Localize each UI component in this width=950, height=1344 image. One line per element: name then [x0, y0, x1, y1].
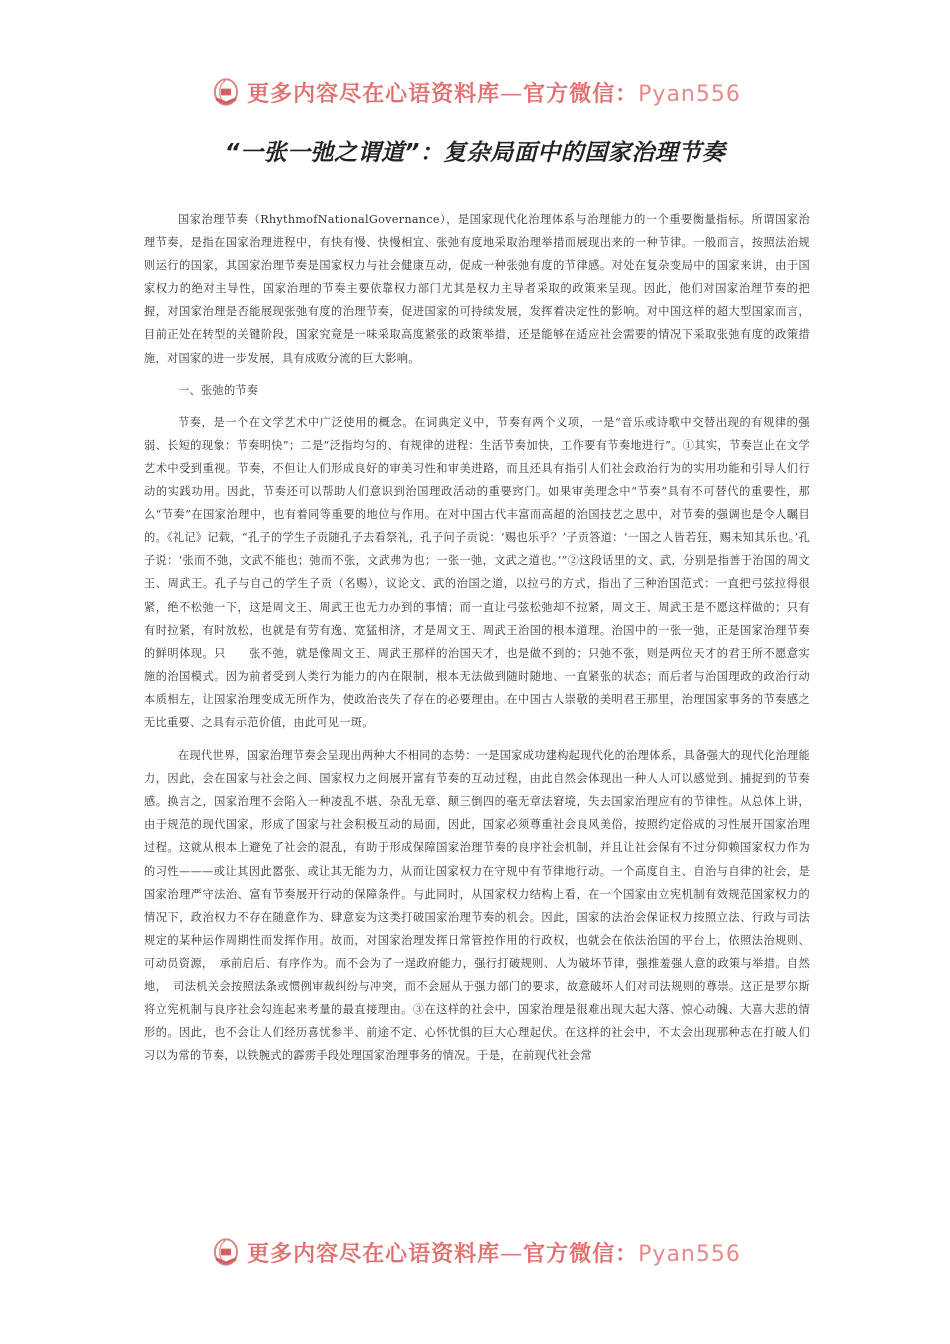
section-heading: 一、张弛的节奏 — [178, 383, 259, 397]
article-title: “一张一弛之谓道”：复杂局面中的国家治理节奏 — [224, 140, 726, 166]
article-body — [144, 208, 810, 1067]
body-paragraph-2: 在现代世界，国家治理节奏会呈现出两种大不相同的态势：一是国家成功建构起现代化的治理体系，具备强大的现代化治理能力，因此，会在国家与社会之间、国家权力之间展开富有节奏的互动过程，由此自然会体现出一种人人可以感觉到、捕捉到的节奏感。换言之，国家治理不会陷入一种凌乱不堪、杂乱无章、颠三倒四的毫无章法窘境，失去国家治理应有的节律性。从总体上讲，由于规范的现代国家，形成了国家与社会积极互动的局面，因此，国家必须尊重社会良风美俗，按照约定俗成的习性展开国家治理过程。这就从根本上避免了社会的混乱，有助于形成保障国家治理节奏的良序社会机制，并且让社会保有不过分仰赖国家权力作为的习性———或让其因此嚣张、或让其无能为力，从而让国家权力在守规中有节律地行动。一个高度自主、自治与自律的社会，是国家治理严守法治、富有节奏展开行动的保障条件。与此同时，从国家权力结构上看，在一个国家由立宪机制有效规范国家权力的情况下，政治权力不存在随意作为、肆意妄为这类打破国家治理节奏的机会。因此，国家的法治会保证权力按照立法、行政与司法规定的某种运作周期性而发挥作用。故而，对国家治理发挥日常管控作用的行政权，也就会在依法治国的平台上，依照法治规则、可动员资源， 承前启后、有序作为。而不会为了一逞政府能力，强行打破规则、人为破坏节律，强推羞强人意的政策与举措。自然地， 司法机关会按照法条或惯例审裁纠纷与冲突，而不会屈从于强力部门的要求，故意破坏人们对司法规则的尊崇。这正是罗尔斯将立宪机制与良序社会勾连起来考量的最直接理由。③在这样的社会中，国家治理是很难出现大起大落、惊心动魄、大喜大悲的情形的。因此，也不会让人们经历喜忧参半、前途不定、心怀忧惧的巨大心理起伏。在这样的社会中，不太会出现那种志在打破人们习以为常的节奏，以铁腕式的霹雳手段处理国家治理事务的情况。于是，在前现代社会常 — [144, 749, 810, 1063]
book-logo-icon — [209, 1235, 243, 1269]
header-banner — [0, 72, 950, 112]
banner-slogan: 更多内容尽在心语资料库—官方微信：Pyan556 — [247, 1241, 741, 1267]
footer-banner — [0, 1232, 950, 1272]
body-paragraph-1: 节奏，是一个在文学艺术中广泛使用的概念。在词典定义中，节奏有两个义项，一是“音乐或诗歌中交替出现的有规律的强弱、长短的现象：节奏明快”；二是“泛指均匀的、有规律的进程：生活节奏加快，工作要有节奏地进行”。①其实，节奏岂止在文学艺术中受到重视。节奏，不但让人们形成良好的审美习性和审美进路，而且还具有指引人们社会政治行为的实用功能和引导人们行动的实践功用。因此，节奏还可以帮助人们意识到治国理政活动的重要窍门。如果审美理念中“节奏”具有不可替代的重要性，那么“节奏”在国家治理中，也有着同等重要的地位与作用。在对中国古代丰富而高超的治国技艺之思中，对节奏的强调也是令人瞩目的。《礼记》记载，“孔子的学生子贡随孔子去看祭礼，孔子问子贡说：‘赐也乐乎？’子贡答道：‘一国之人皆若狂，赐未知其乐也。’孔子说：‘张而不弛，文武不能也；弛而不张，文武弗为也；一张一弛，文武之道也。’”②这段话里的文、武，分别是指善于治国的周文王、周武王。孔子与自己的学生子贡（名赐），议论文、武的治国之道，以拉弓的方式，指出了三种治国范式：一直把弓弦拉得很紧，绝不松弛一下，这是周文王、周武王也无力办到的事情；而一直让弓弦松弛却不拉紧，周文王、周武王是不愿这样做的；只有有时拉紧，有时放松，也就是有劳有逸、宽猛相济，才是周文王、周武王治国的根本道理。治国中的一张一弛，正是国家治理节奏的鲜明体现。只 张不弛，就是像周文王、周武王那样的治国天才，也是做不到的；只弛不张，则是两位天才的君王所不愿意实施的治国模式。因为前者受到人类行为能力的内在限制，根本无法做到随时随地、一直紧张的状态；而后者与治国理政的政治行动本质相左，让国家治理变成无所作为，使政治丧失了存在的必要理由。在中国古人崇敬的美明君王那里，治理国家事务的节奏感之无比重要、之具有示范价值，由此可见一斑。 — [144, 415, 810, 729]
banner-slogan: 更多内容尽在心语资料库—官方微信：Pyan556 — [247, 81, 741, 107]
book-logo-icon — [209, 75, 243, 109]
intro-paragraph: 国家治理节奏（RhythmofNationalGovernance），是国家现代化治理体系与治理能力的一个重要衡量指标。所谓国家治理节奏，是指在国家治理进程中，有快有慢、快慢相宜、张弛有度地采取治理举措而展现出来的一种节律。一般而言，按照法治规则运行的国家，其国家治理节奏是国家权力与社会健康互动，促成一种张弛有度的节律感。对处在复杂变局中的国家来讲，由于国家权力的绝对主导性，国家治理的节奏主要依靠权力部门尤其是权力主导者采取的政策来呈现。因此，他们对国家治理节奏的把握，对国家治理是否能展现张弛有度的治理节奏，促进国家的可持续发展，发挥着决定性的影响。对中国这样的超大型国家而言，目前正处在转型的关键阶段，国家究竟是一味采取高度紧张的政策举措，还是能够在适应社会需要的情况下采取张弛有度的政策措施，对国家的进一步发展，具有成败分流的巨大影响。 — [144, 213, 810, 365]
